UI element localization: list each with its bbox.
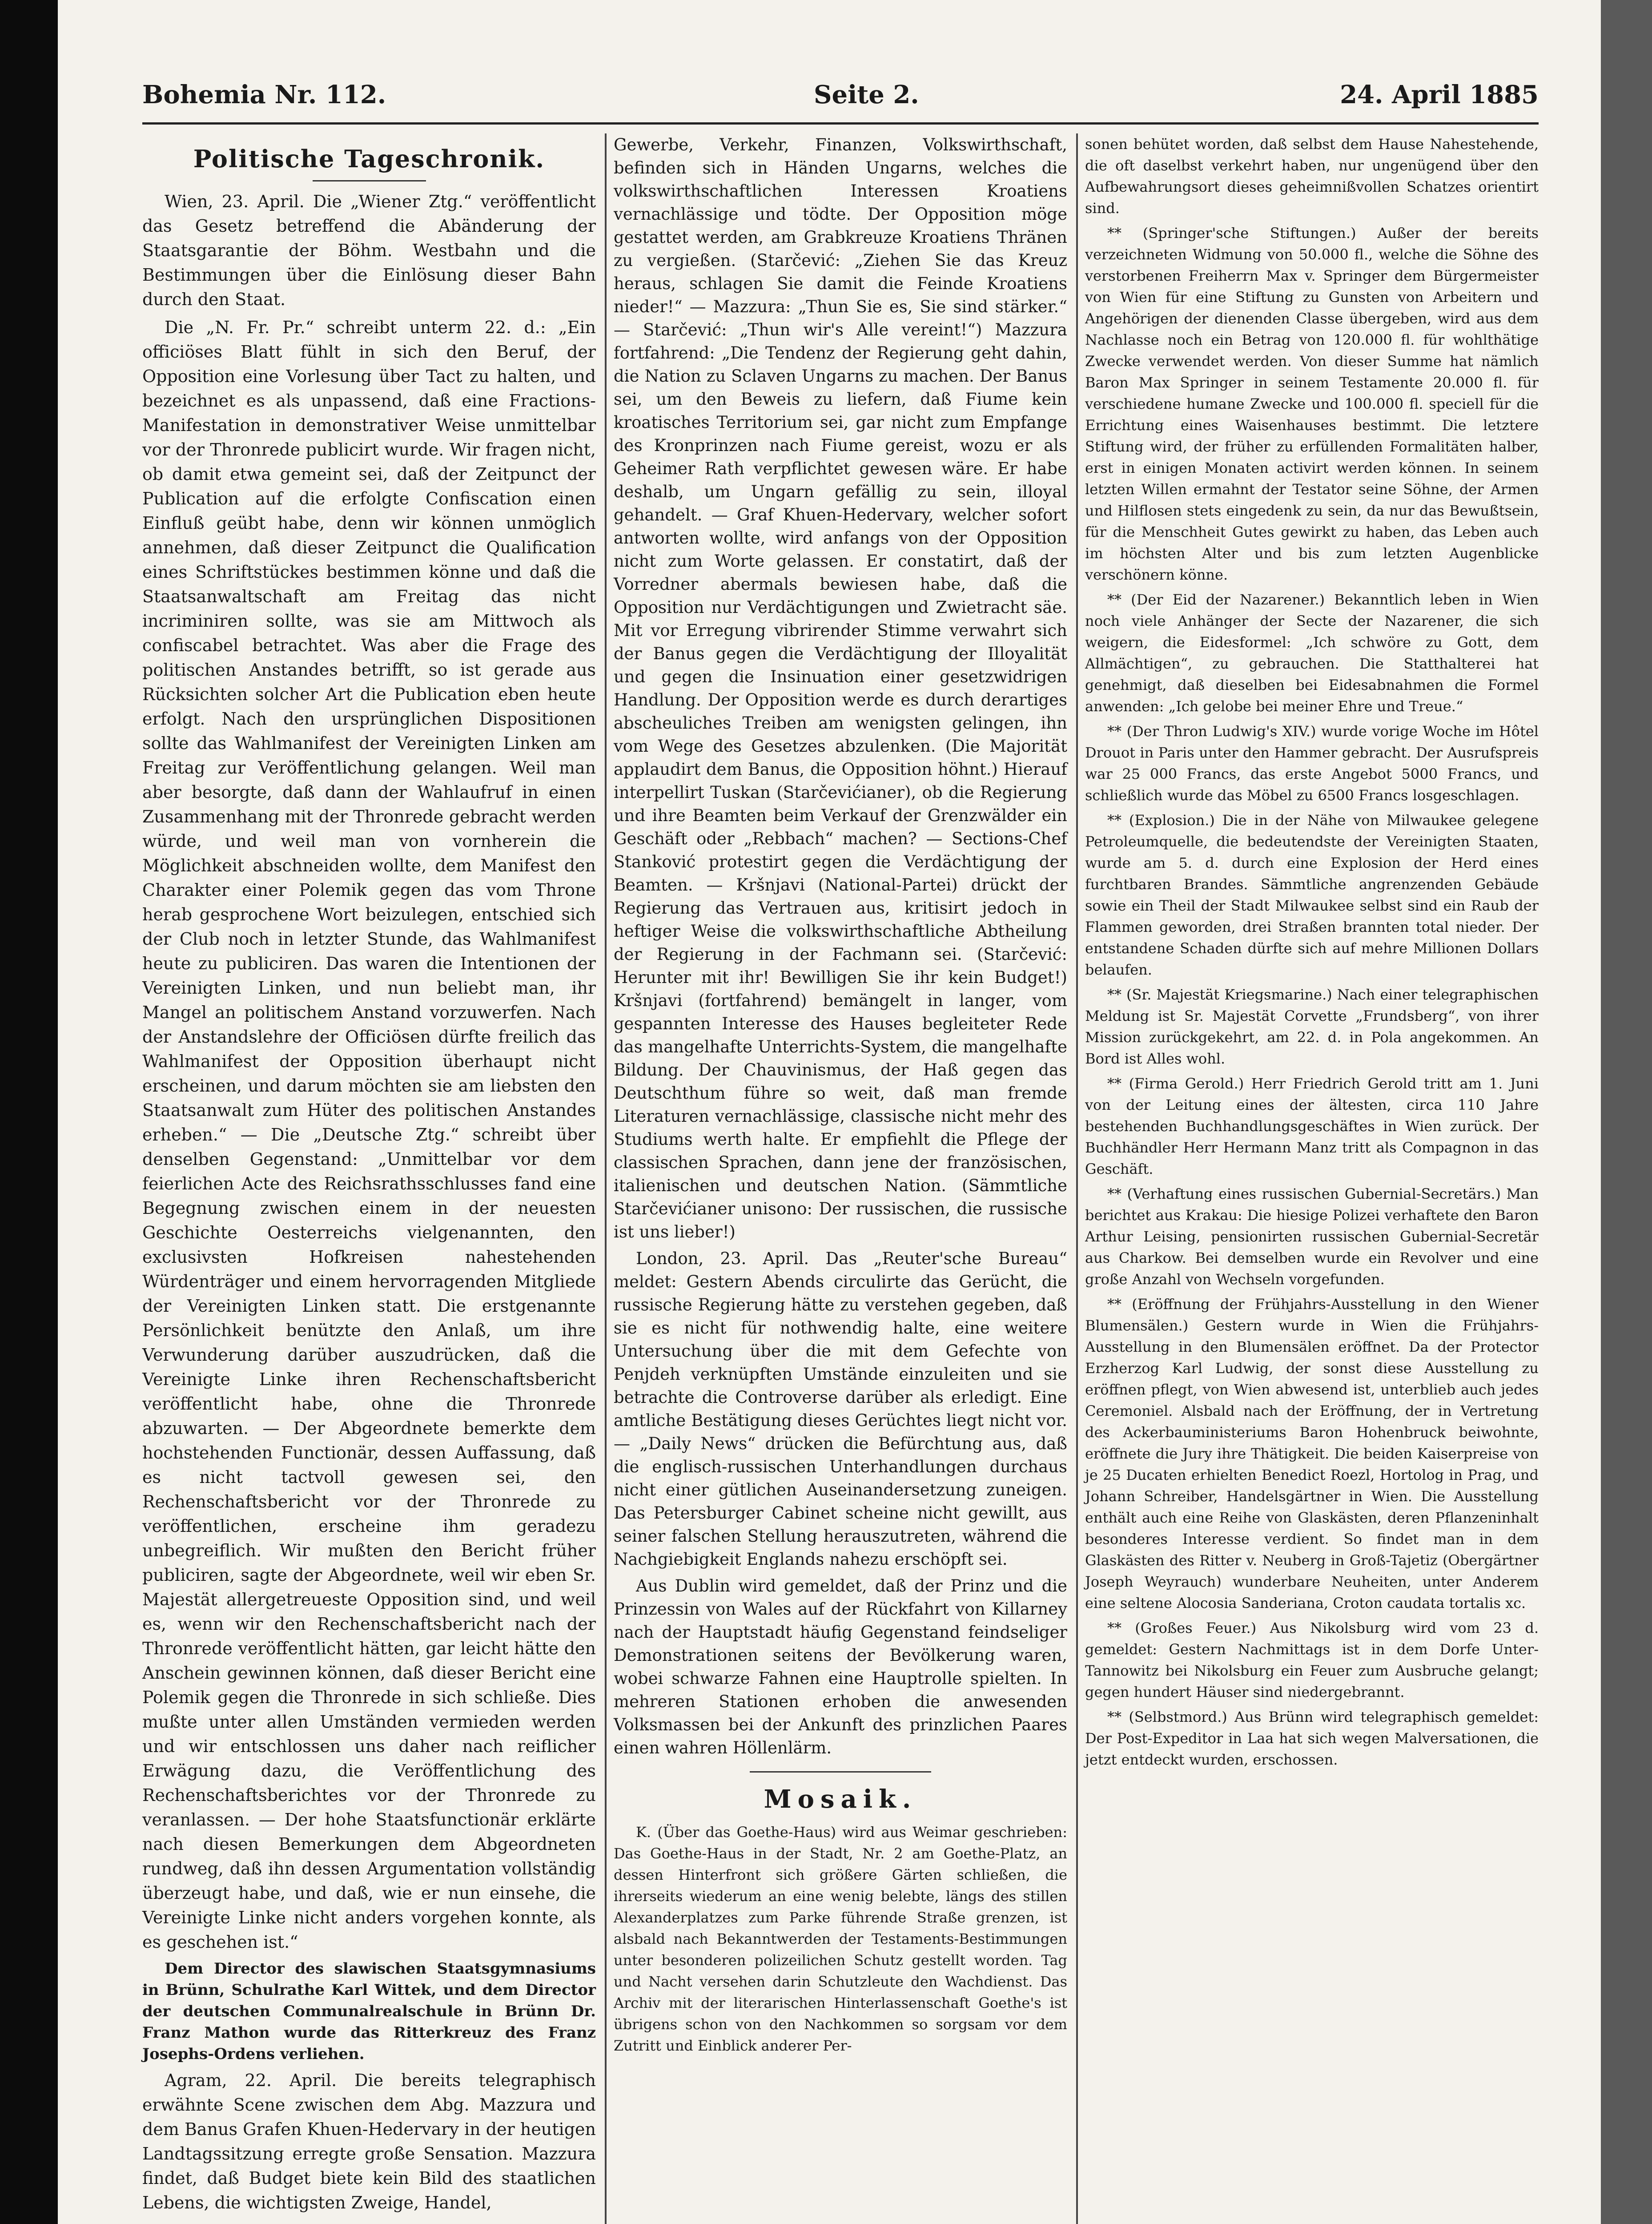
page-header: [98, 80, 1539, 116]
article-firma-gerold: ** (Firma Gerold.) Herr Friedrich Gerold tritt am 1. Juni von der Leitung eines der ältesten, circa 110 Jahre bestehenden Buchhandlungsgeschäftes in Wien zurück. Der Buchhändler Herr Hermann Manz tritt als Compagnon in das Geschäft.: [1085, 1075, 1539, 1177]
section-rule: [750, 1771, 931, 1773]
header-issue: Bohemia Nr. 112.: [142, 80, 386, 109]
article-grosses-feuer: ** (Großes Feuer.) Aus Nikolsburg wird vom 23 d. gemeldet: Gestern Nachmittags ist in dem Dorfe Unter-Tannowitz bei Nikolsburg ein Feuer zum Ausbruche gelangt; gegen hundert Häuser sind niedergebrannt.: [1085, 1620, 1539, 1700]
page-edge: [1601, 0, 1652, 2224]
header-rule: [142, 122, 1539, 125]
article-agram-continued: Gewerbe, Verkehr, Finanzen, Volkswirthschaft, befinden sich in Händen Ungarns, welches die volkswirthschaftlichen Interessen Kroatiens vernachlässige und tödte. Der Opposition möge gestattet werden, am Grabkreuze Kroatiens Thränen zu vergießen. (Starčević: „Ziehen Sie das Kreuz heraus, schlagen Sie damit die Feinde Kroatiens nieder!“ — Mazzura: „Thun Sie es, Sie sind stärker.“ — Starčević: „Thun wir's Alle vereint!“) Mazzura fortfahrend: „Die Tendenz der Regierung geht dahin, die Nation zu Sclaven Ungarns zu machen. Der Banus sei, um den Beweis zu liefern, daß Fiume kein kroatisches Territorium sei, gar nicht zum Empfange des Kronprinzen nach Fiume gereist, wozu er als Geheimer Rath verpflichtet gewesen wäre. Er habe deshalb, um Ungarn gefällig zu sein, illoyal gehandelt. — Graf Khuen-Hedervary, welcher sofort antworten wollte, wird anfangs von der Opposition nicht zum Worte gelassen. Er constatirt, daß der Vorredner abermals bewiesen habe, daß die Opposition nur Verdächtigungen und Zwietracht säe. Mit vor Erregung vibrirender Stimme verwahrt sich der Banus gegen die Verdächtigung der Illoyalität und gegen die Insinuation einer gesetzwidrigen Handlung. Der Opposition werde es durch derartiges abscheuliches Treiben am wenigsten gelingen, ihn vom Wege des Gesetzes abzulenken. (Die Majorität applaudirt dem Banus, die Opposition höhnt.) Hierauf interpellirt Tuskan (Starčevićianer), ob die Regierung und ihre Beamten beim Verkauf der Grenzwälder ein Geschäft oder „Rebbach“ machen? — Sections-Chef Stanković protestirt gegen die Verdächtigung der Beamten. — Kršnjavi (National-Partei) drückt der Regierung das Vertrauen aus, kritisirt jedoch in heftiger Weise die volkswirthschaftliche Abtheilung der Regierung in der Fachmann sei. (Starčević: Herunter mit ihr! Bewilligen Sie ihr kein Budget!) Kršnjavi (fortfahrend) bemängelt in langer, vom gespannten Interesse des Hauses begleiteter Rede das mangelhafte Unterrichts-System, die mangelhafte Bildung. Der Chauvinismus, der Haß gegen das Deutschthum führe so weit, daß man fremde Literaturen vernachlässige, classische nicht mehr des Studiums werth halte. Er empfiehlt die Pflege der classischen Sprachen, dann jene der französischen, italienischen und deutschen Nation. (Sämmtliche Starčevićianer unisono: Der russischen, die russische ist uns lieber!): [614, 135, 1067, 1241]
article-agram: Agram, 22. April. Die bereits telegraphisch erwähnte Scene zwischen dem Abg. Mazzura und dem Banus Grafen Khuen-Hedervary in der heutigen Landtagssitzung erregte große Sensation. Mazzura findet, daß Budget biete kein Bild des staatlichen Lebens, die wichtigsten Zweige, Handel,: [142, 2071, 596, 2212]
article-springer-stiftungen: ** (Springer'sche Stiftungen.) Außer der bereits verzeichneten Widmung von 50.000 fl., welche die Söhne des verstorbenen Freiherrn Max v. Springer dem Bürgermeister von Wien für eine Stiftung zu Gunsten von Arbeitern und Angehörigen der dienenden Classe übergeben, wird aus dem Nachlasse noch ein Betrag von 120.000 fl. für wohlthätige Zwecke verwendet werden. Von dieser Summe hat nämlich Baron Max Springer in seinem Testamente 20.000 fl. für verschiedene humane Zwecke und 100.000 fl. speciell für die Errichtung eines Waisenhauses bestimmt. Die letztere Stiftung wird, der früher zu erfüllenden Formalitäten halber, erst in einigen Monaten activirt werden können. In seinem letzten Willen ermahnt der Testator seine Söhne, der Armen und Hilflosen stets eingedenk zu sein, da nur das Bewußtsein, für die Menschheit Gutes gewirkt zu haben, das Leben auch im höchsten Alter und bis zum letzten Augenblicke verschönern könne.: [1085, 225, 1539, 583]
article-goethe-haus: K. (Über das Goethe-Haus) wird aus Weimar geschrieben: Das Goethe-Haus in der Stadt, Nr. 2 am Goethe-Platz, an dessen Hinterfront sich größere Gärten schließen, die ihrerseits wiederum an eine wenig belebte, längs des stillen Alexanderplatzes zum Parke führende Straße grenzen, ist alsbald nach Bekanntwerden der Testaments-Bestimmungen unter besonderen polizeilichen Schutz gestellt worden. Tag und Nacht versehen darin Schutzleute den Wachdienst. Das Archiv mit der literarischen Hinterlassenschaft Goethe's ist übrigens schon von den Nachkommen so sorgsam vor dem Zutritt und Einblick anderer Per-: [614, 1824, 1067, 2054]
header-page-number: Seite 2.: [814, 80, 919, 109]
article-verhaftung: ** (Verhaftung eines russischen Gubernial-Secretärs.) Man berichtet aus Krakau: Die hiesige Polizei verhaftete den Baron Arthur Leising, pensionirten russischen Gubernial-Secretär aus Charkow. Bei demselben wurde ein Revolver und eine große Anzahl von Wechseln vorgefunden.: [1085, 1185, 1539, 1288]
column-rule-2: [1076, 133, 1078, 2224]
column-rule-1: [605, 133, 607, 2224]
article-selbstmord: ** (Selbstmord.) Aus Brünn wird telegraphisch gemeldet: Der Post-Expeditor in Laa hat sich wegen Malversationen, die jetzt entdeckt wurden, erschossen.: [1085, 1708, 1539, 1768]
article-london: London, 23. April. Das „Reuter'sche Bureau“ meldet: Gestern Abends circulirte das Gerücht, die russische Regierung hätte zu verstehen gegeben, daß sie es nicht für nothwendig halte, eine weitere Untersuchung über die mit dem Gefechte von Penjdeh verknüpften Umstände einzuleiten und sie betrachte die Controverse darüber als erledigt. Eine amtliche Bestätigung dieses Gerüchtes liegt nicht vor. — „Daily News“ drücken die Befürchtung aus, daß die englisch-russischen Unterhandlungen durchaus nicht einer gütlichen Auseinandersetzung zuneigen. Das Petersburger Cabinet scheine nicht gewillt, aus seiner falschen Stellung herauszutreten, während die Nachgiebigkeit Englands nahezu erschöpft sei.: [614, 1249, 1067, 1569]
article-kriegsmarine: ** (Sr. Majestät Kriegsmarine.) Nach einer telegraphischen Meldung ist Sr. Majestät Corvette „Frundsberg“, von ihrer Mission zurückgekehrt, am 22. d. in Pola angekommen. An Bord ist Alles wohl.: [1085, 986, 1539, 1067]
article-eid-nazarener: ** (Der Eid der Nazarener.) Bekanntlich leben in Wien noch viele Anhänger der Secte der Nazarener, die sich weigern, die Eidesformel: „Ich schwöre zu Gott, dem Allmächtigen“, zu gebrauchen. Die Statthalterei hat genehmigt, daß dieselben bei Eidesabnahmen die Formel anwenden: „Ich gelobe bei meiner Ehre und Treue.“: [1085, 591, 1539, 715]
column-3: [1085, 133, 1539, 1770]
section-title-politische-tageschronik: Politische Tageschronik.: [193, 145, 545, 173]
article-dublin: Aus Dublin wird gemeldet, daß der Prinz und die Prinzessin von Wales auf der Rückfahrt von Killarney nach der Hauptstadt häufig Gegenstand feindseliger Demonstrationen seitens der Bevölkerung waren, wobei schwarze Fahnen eine Hauptrolle spielten. In mehreren Stationen erhoben die anwesenden Volksmassen bei der Ankunft des prinzlichen Paares einen wahren Höllenlärm.: [614, 1576, 1067, 1757]
header-date: 24. April 1885: [1340, 80, 1539, 109]
article-wahlmanifest: Die „N. Fr. Pr.“ schreibt unterm 22. d.: „Ein officiöses Blatt fühlt in sich den Beruf, der Opposition eine Vorlesung über Tact zu halten, und bezeichnet es als unpassend, daß eine Fractions-Manifestation in demonstrativer Weise unmittelbar vor der Thronrede publicirt wurde. Wir fragen nicht, ob damit etwa gemeint sei, daß der Zeitpunct der Publication auf die erfolgte Confiscation einen Einfluß geübt habe, denn wir können unmöglich annehmen, daß dieser Zeitpunct die Qualification eines Schriftstückes bestimmen könne und daß die Staatsanwaltschaft am Freitag das nicht incriminiren sollte, was sie am Mittwoch als confiscabel betrachtet. Was aber die Frage des politischen Anstandes betrifft, so ist gerade aus Rücksichten solcher Art die Publication eben heute erfolgt. Nach den ursprünglichen Dispositionen sollte das Wahlmanifest der Vereinigten Linken am Freitag zur Veröffentlichung gelangen. Weil man aber besorgte, daß dann der Wahlaufruf in einen Zusammenhang mit der Thronrede gebracht werden würde, und weil man von vornherein die Möglichkeit abschneiden wollte, dem Manifest den Charakter einer Polemik gegen das vom Throne herab gesprochene Wort beizulegen, entschied sich der Club noch in letzter Stunde, das Wahlmanifest heute zu publiciren. Das waren die Intentionen der Vereinigten Linken, und nun beliebt man, ihr Mangel an politischem Anstand vorzuwerfen. Nach der Anstandslehre der Officiösen dürfte freilich das Wahlmanifest der Opposition überhaupt nicht erscheinen, und darum möchten sie am liebsten den Staatsanwalt zum Hüter des politischen Anstandes erheben.“ — Die „Deutsche Ztg.“ schreibt über denselben Gegenstand: „Unmittelbar vor dem feierlichen Acte des Reichsrathsschlusses fand eine Begegnung zwischen einem in der neuesten Geschichte Oesterreichs vielgenannten, den exclusivsten Hofkreisen nahestehenden Würdenträger und einem hervorragenden Mitgliede der Vereinigten Linken statt. Die erstgenannte Persönlichkeit benützte den Anlaß, um ihre Verwunderung darüber auszudrücken, daß die Vereinigte Linke ihren Rechenschaftsbericht veröffentlicht habe, ohne die Thronrede abzuwarten. — Der Abgeordnete bemerkte dem hochstehenden Functionär, dessen Auffassung, daß es nicht tactvoll gewesen sei, den Rechenschaftsbericht vor der Thronrede zu veröffentlichen, erscheine ihm geradezu unbegreiflich. Wir mußten den Bericht früher publiciren, sagte der Abgeordnete, weil wir eben Sr. Majestät allergetreueste Opposition sind, und weil es, wenn wir den Rechenschaftsbericht nach der Thronrede veröffentlicht hätten, gar leicht hätte den Anschein gewinnen können, daß dieser Bericht eine Polemik gegen die Thronrede in sich schließe. Dies mußte unter allen Umständen vermieden werden und wir entschlossen uns daher nach reiflicher Erwägung dazu, die Veröffentlichung des Rechenschaftsberichtes vor der Thronrede zu veranlassen. — Der hohe Staatsfunctionär erklärte nach diesen Bemerkungen dem Abgeordneten rundweg, daß ihn dessen Argumentation vollständig überzeugt habe, und daß, wie er nun einsehe, die Vereinigte Linke nicht anders vorgehen konnte, als es geschehen ist.“: [142, 318, 596, 1952]
article-thron-ludwig: ** (Der Thron Ludwig's XIV.) wurde vorige Woche im Hôtel Drouot in Paris unter den Hammer gebracht. Der Ausrufspreis war 25 000 Francs, das erste Angebot 5000 Francs, und schließlich wurde das Möbel zu 6500 Francs losgeschlagen.: [1085, 723, 1539, 804]
article-explosion: ** (Explosion.) Die in der Nähe von Milwaukee gelegene Petroleumquelle, die bedeutendste der Vereinigten Staaten, wurde am 5. d. durch eine Explosion der Herd eines furchtbaren Brandes. Sämmtliche angrenzenden Gebäude sowie ein Theil der Stadt Milwaukee selbst sind ein Raub der Flammen geworden, drei Straßen brannten total nieder. Der entstandene Schaden dürfte sich auf mehre Millionen Dollars belaufen.: [1085, 812, 1539, 978]
article-wien-westbahn: Wien, 23. April. Die „Wiener Ztg.“ veröffentlicht das Gesetz betreffend die Abänderung der Staatsgarantie der Böhm. Westbahn und die Bestimmungen über die Einlösung dieser Bahn durch den Staat.: [142, 192, 596, 309]
title-rule: [313, 180, 426, 181]
notice-ritterkreuz: Dem Director des slawischen Staatsgymnasiums in Brünn, Schulrathe Karl Wittek, und dem Director der deutschen Communalrealschule in Brünn Dr. Franz Mathon wurde das Ritterkreuz des Franz Josephs-Ordens verliehen.: [142, 1960, 596, 2063]
column-1: [142, 133, 596, 2215]
section-title-mosaik: Mosaik.: [764, 1785, 917, 1814]
article-blumenausstellung: ** (Eröffnung der Frühjahrs-Ausstellung in den Wiener Blumensälen.) Gestern wurde in Wien die Frühjahrs-Ausstellung in den Blumensälen eröffnet. Da der Protector Erzherzog Karl Ludwig, der sonst diese Ausstellung zu eröffnen pflegt, von Wien abwesend ist, unterblieb auch jedes Ceremoniel. Alsbald nach der Eröffnung, der in Vertretung des Ackerbauministeriums Baron Hohenbruck beiwohnte, eröffnete die Jury ihre Thätigkeit. Die beiden Kaiserpreise von je 25 Ducaten erhielten Benedict Roezl, Hortolog in Prag, und Johann Schreiber, Handelsgärtner in Wien. Die Ausstellung enthält auch eine Reihe von Glaskästen, deren Pflanzeninhalt besonderes Interesse verdient. So findet man in dem Glaskästen des Ritter v. Neuberg in Groß-Tajetiz (Obergärtner Joseph Weyrauch) wunderbare Neuheiten, unter Anderem eine seltene Alocosia Sanderiana, Croton caudata tortalis xc.: [1085, 1296, 1539, 1612]
column-2: [614, 133, 1067, 2056]
article-goethe-haus-continued: sonen behütet worden, daß selbst dem Hause Nahestehende, die oft daselbst verkehrt haben, nur ungenügend über den Aufbewahrungsort dieses geheimnißvollen Schatzes orientirt sind.: [1085, 136, 1539, 217]
